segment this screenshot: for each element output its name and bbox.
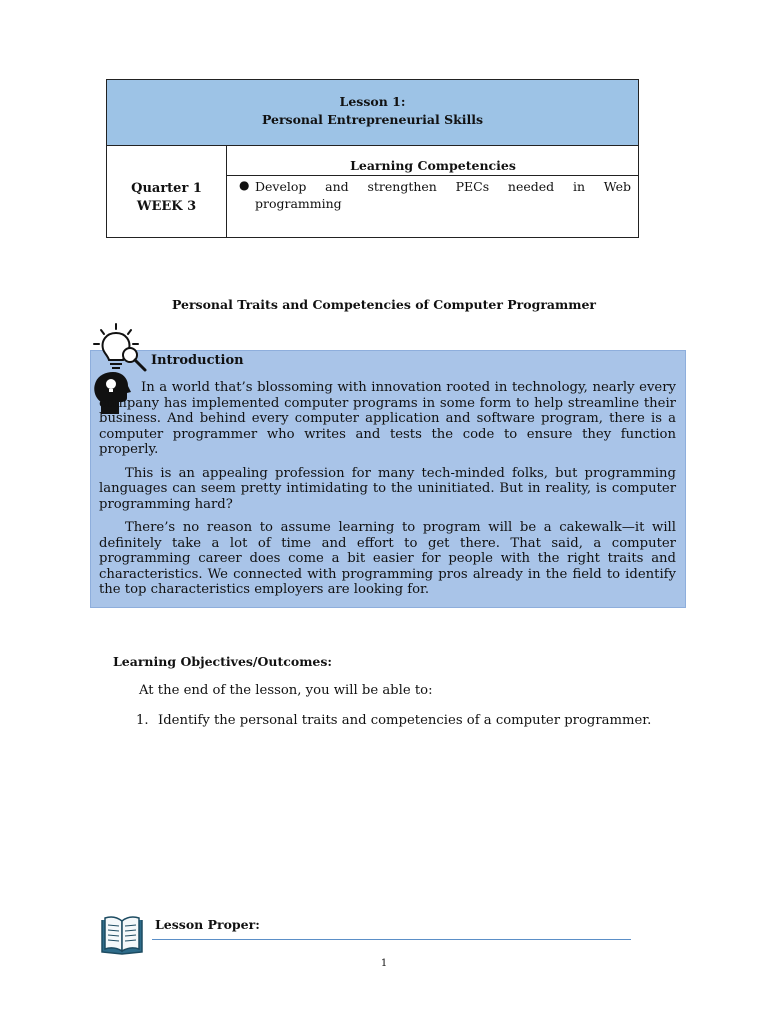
lesson-title: Personal Entrepreneurial Skills [261, 112, 484, 127]
lesson-number: Lesson 1: [339, 94, 406, 109]
objectives-heading: Learning Objectives/Outcomes: [113, 654, 333, 669]
introduction-heading: Introduction [151, 353, 244, 368]
objective-number: 1. [136, 713, 149, 728]
week-label: WEEK 3 [136, 199, 197, 214]
objectives-intro: At the end of the lesson, you will be able to: [139, 683, 433, 698]
competency-item: Develop and strengthen PECs needed in Web programming [255, 179, 631, 211]
intro-paragraph: There’s no reason to assume learning to program will be a cakewalk—it will definitely take a lot of time and effort to get there. That said, a computer programming career does come a bit easier for people with the right traits and characteristics. We connected with programming pros already in the field to identify the top characteristics employers are looking for. [99, 520, 676, 597]
objective-text: Identify the personal traits and competencies of a computer programmer. [158, 713, 652, 728]
intro-paragraph: In a world that’s blossoming with innovation rooted in technology, nearly every company has implemented computer programs in some form to help streamline their business. And behind every computer application and software program, there is a computer programmer who writes and tests the code to ensure they function properly. [99, 380, 676, 457]
open-book-icon [100, 914, 144, 956]
quarter-week-cell [107, 146, 227, 238]
section-title: Personal Traits and Competencies of Computer Programmer [171, 297, 597, 312]
page-number: 1 [380, 958, 388, 969]
bullet-icon: ● [239, 178, 250, 192]
lesson-table [106, 79, 639, 238]
lesson-header [107, 80, 638, 146]
competencies-list [227, 176, 639, 238]
lesson-proper-rule [152, 939, 631, 940]
intro-paragraph: This is an appealing profession for many tech-minded folks, but programming languages can seem pretty intimidating to the uninitiated. But in reality, is computer programming hard? [99, 465, 676, 512]
competencies-heading: Learning Competencies [227, 146, 639, 176]
introduction-text [99, 380, 676, 606]
quarter-label: Quarter 1 [131, 181, 202, 196]
lesson-proper-heading: Lesson Proper: [155, 917, 260, 932]
